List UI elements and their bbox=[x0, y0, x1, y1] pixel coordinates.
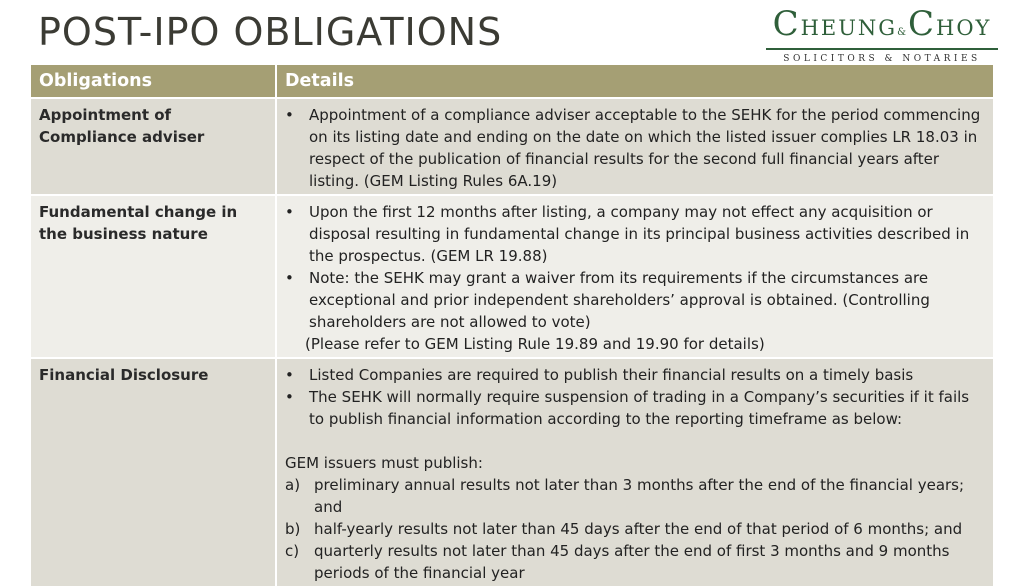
list-item: • The SEHK will normally require suspension of trading in a Company’s securities if it fails to publish financial information according to the reporting timeframe as below: bbox=[285, 386, 985, 430]
obligations-table bbox=[31, 65, 995, 586]
gem-intro: GEM issuers must publish: bbox=[285, 454, 483, 472]
list-item: a) preliminary annual results not later than 3 months after the end of the financial years; and bbox=[285, 476, 965, 516]
details-note: (Please refer to GEM Listing Rule 19.89 and 19.90 for details) bbox=[305, 335, 765, 353]
bullet-list bbox=[285, 364, 985, 430]
obligation-cell: Financial Disclosure bbox=[31, 358, 276, 586]
table-row bbox=[31, 195, 994, 358]
table-row bbox=[31, 98, 994, 195]
list-item: • Appointment of a compliance adviser acceptable to the SEHK for the period commencing on its listing date and ending on the date on which the listed issuer complies LR 18.03 in respect of the publication of financial results for the second full financial years after listing. (GEM Listing Rules 6A.19) bbox=[285, 104, 985, 192]
firm-logo bbox=[766, 4, 998, 64]
logo-wordmark: CHEUNG&CHOY bbox=[772, 4, 992, 44]
list-item: • Listed Companies are required to publish their financial results on a timely basis bbox=[285, 364, 985, 386]
list-item: b) half-yearly results not later than 45 days after the end of that period of 6 months; and bbox=[285, 520, 963, 538]
table-header-row bbox=[31, 65, 994, 98]
list-item: • Upon the first 12 months after listing, a company may not effect any acquisition or disposal resulting in fundamental change in its principal business activities described in the prospectus. (GEM LR 19.88) bbox=[285, 201, 985, 267]
bullet-list bbox=[285, 201, 985, 333]
details-cell bbox=[276, 195, 994, 358]
bullet-list bbox=[285, 104, 985, 192]
alpha-list bbox=[285, 474, 985, 584]
header-obligations: Obligations bbox=[31, 65, 276, 98]
obligation-cell: Appointment of Compliance adviser bbox=[31, 98, 276, 195]
logo-subtitle: SOLICITORS & NOTARIES bbox=[783, 54, 981, 64]
details-cell bbox=[276, 98, 994, 195]
page-title: POST-IPO OBLIGATIONS bbox=[38, 10, 503, 54]
list-item: c) quarterly results not later than 45 days after the end of first 3 months and 9 months periods of the financial year bbox=[285, 542, 950, 582]
details-cell bbox=[276, 358, 994, 586]
obligation-cell: Fundamental change in the business nature bbox=[31, 195, 276, 358]
list-item: • Note: the SEHK may grant a waiver from its requirements if the circumstances are exceptional and prior independent shareholders’ approval is obtained. (Controlling shareholders are not allowed to vote) bbox=[285, 267, 985, 333]
logo-divider bbox=[766, 48, 998, 50]
header-details: Details bbox=[276, 65, 994, 98]
table-row bbox=[31, 358, 994, 586]
